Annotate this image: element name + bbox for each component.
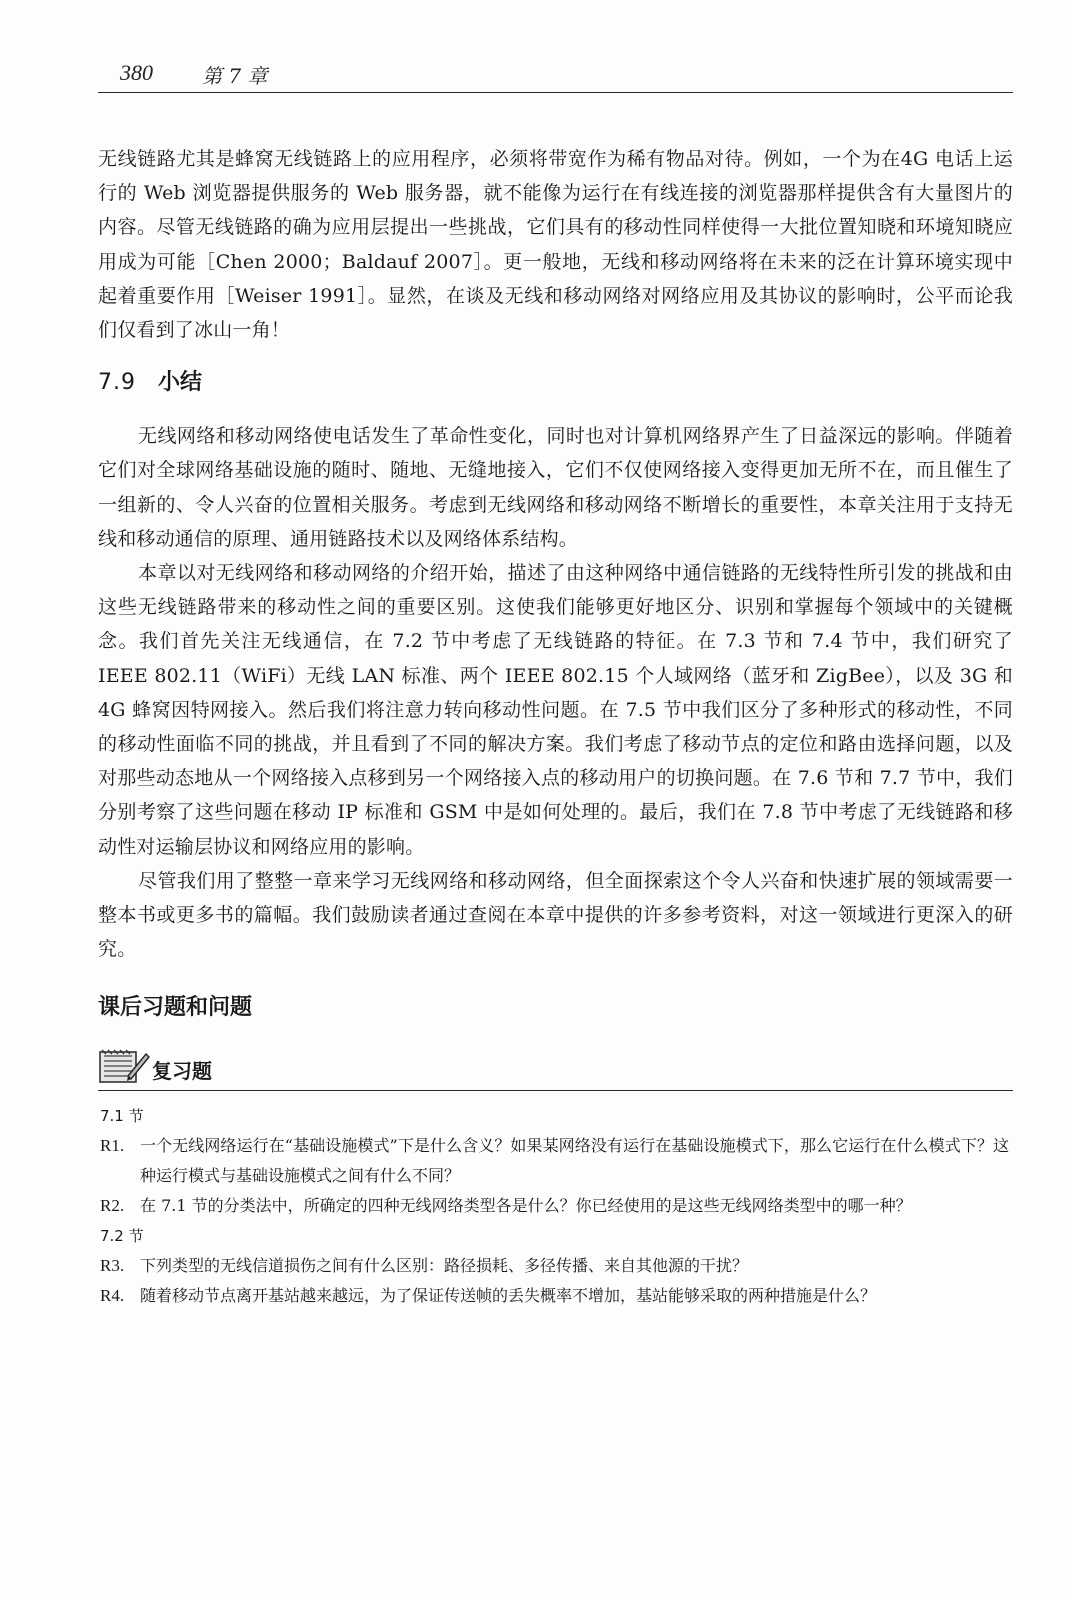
- review-questions-banner: [98, 1042, 1013, 1091]
- review-questions-label: 复习题: [152, 1059, 212, 1084]
- intro-paragraph: 无线链路尤其是蜂窝无线链路上的应用程序，必须将带宽作为稀有物品对待。例如，一个为在4G 电话上运行的 Web 浏览器提供服务的 Web 服务器，就不能像为运行在有线连接的浏览器那样提供含有大量图片的内容。尽管无线链路的确为应用层提出一些挑战，它们具有的移动性同样使得一大批位置知晓和环境知晓应用成为可能［Chen 2000；Baldauf 2007］。更一般地，无线和移动网络将在未来的泛在计算环境实现中起着重要作用［Weiser 1991］。显然，在谈及无线和移动网络对网络应用及其协议的影响时，公平而论我们仅看到了冰山一角！: [98, 148, 1013, 342]
- question-text: 一个无线网络运行在“基础设施模式”下是什么含义？如果某网络没有运行在基础设施模式下，那么它运行在什么模式下？这种运行模式与基础设施模式之间有什么不同？: [140, 1136, 1009, 1186]
- page-header: [98, 56, 1013, 93]
- review-question: [98, 1251, 1013, 1281]
- question-text: 下列类型的无线信道损伤之间有什么区别：路径损耗、多径传播、来自其他源的干扰？: [140, 1256, 749, 1276]
- page-content: [98, 142, 1013, 1311]
- summary-paragraph: 尽管我们用了整整一章来学习无线网络和移动网络，但全面探索这个令人兴奋和快速扩展的领域需要一整本书或更多书的篇幅。我们鼓励读者通过查阅在本章中提供的许多参考资料，对这一领域进行更深入的研究。: [98, 869, 1013, 961]
- summary-paragraph: 无线网络和移动网络使电话发生了革命性变化，同时也对计算机网络界产生了日益深远的影响。伴随着它们对全球网络基础设施的随时、随地、无缝地接入，它们不仅使网络接入变得更加无所不在，而且催生了一组新的、令人兴奋的位置相关服务。考虑到无线网络和移动网络不断增长的重要性，本章关注用于支持无线和移动通信的原理、通用链路技术以及网络体系结构。: [98, 425, 1013, 550]
- question-id: R3.: [100, 1256, 125, 1276]
- page-number: 380: [120, 60, 153, 85]
- question-text: 在 7.1 节的分类法中，所确定的四种无线网络类型各是什么？你已经使用的是这些无线网络类型中的哪一种？: [140, 1196, 912, 1216]
- notebook-pencil-icon: [98, 1046, 150, 1086]
- subsection-label: 7.2 节: [100, 1227, 144, 1246]
- subsection-label: 7.1 节: [100, 1107, 144, 1126]
- review-question: [98, 1281, 1013, 1311]
- question-id: R2.: [100, 1196, 125, 1216]
- summary-paragraph: 本章以对无线网络和移动网络的介绍开始，描述了由这种网络中通信链路的无线特性所引发的挑战和由这些无线链路带来的移动性之间的重要区别。这使我们能够更好地区分、识别和掌握每个领域中的关键概念。我们首先关注无线通信，在 7.2 节中考虑了无线链路的特征。在 7.3 节和 7.4 节中，我们研究了 IEEE 802.11（WiFi）无线 LAN 标准、两个 IEEE 802.15 个人域网络（蓝牙和 ZigBee），以及 3G 和 4G 蜂窝因特网接入。然后我们将注意力转向移动性问题。在 7.5 节中我们区分了多种形式的移动性，不同的移动性面临不同的挑战，并且看到了不同的解决方案。我们考虑了移动节点的定位和路由选择问题，以及对那些动态地从一个网络接入点移到另一个网络接入点的移动用户的切换问题。在 7.6 节和 7.7 节中，我们分别考察了这些问题在移动 IP 标准和 GSM 中是如何处理的。最后，我们在 7.8 节中考虑了无线链路和移动性对运输层协议和网络应用的影响。: [98, 562, 1013, 858]
- chapter-label: 第 7 章: [202, 64, 268, 88]
- review-question: [98, 1191, 1013, 1221]
- question-id: R1.: [100, 1136, 125, 1156]
- section-number: 7.9: [98, 370, 136, 396]
- question-id: R4.: [100, 1286, 125, 1306]
- homework-heading: 课后习题和问题: [98, 995, 253, 1021]
- section-title: 小结: [158, 370, 203, 396]
- review-question: [98, 1131, 1013, 1191]
- section-heading-summary: [98, 357, 1013, 409]
- question-text: 随着移动节点离开基站越来越远，为了保证传送帧的丢失概率不增加，基站能够采取的两种措施是什么？: [140, 1286, 877, 1306]
